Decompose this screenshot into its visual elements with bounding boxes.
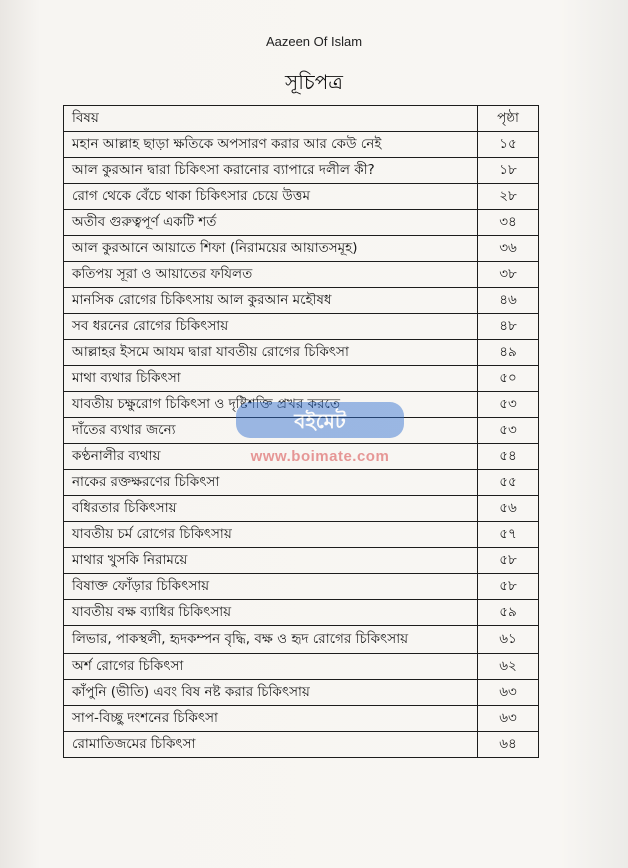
toc-row (64, 470, 539, 496)
toc-topic: আল্লাহর ইসমে আযম দ্বারা যাবতীয় রোগের চিকিৎসা (64, 340, 478, 366)
toc-row (64, 574, 539, 600)
toc-topic: যাবতীয় বক্ষ ব্যাধির চিকিৎসায় (64, 600, 478, 626)
toc-page-number: ৫৩ (478, 418, 539, 444)
toc-topic: মহান আল্লাহ ছাড়া ক্ষতিকে অপসারণ করার আর কেউ নেই (64, 132, 478, 158)
toc-page-number: ১৮ (478, 158, 539, 184)
toc-row (64, 444, 539, 470)
toc-page-number: ২৮ (478, 184, 539, 210)
toc-row (64, 210, 539, 236)
toc-row (64, 132, 539, 158)
toc-topic: সব ধরনের রোগের চিকিৎসায় (64, 314, 478, 340)
toc-table (63, 105, 539, 758)
toc-page-number: ৫৩ (478, 392, 539, 418)
toc-page-number: ৩৪ (478, 210, 539, 236)
toc-page-number: ৫৯ (478, 600, 539, 626)
toc-row (64, 600, 539, 626)
toc-page-number: ৬২ (478, 654, 539, 680)
toc-topic: রোগ থেকে বেঁচে থাকা চিকিৎসার চেয়ে উত্তম (64, 184, 478, 210)
toc-page-number: ১৫ (478, 132, 539, 158)
toc-row (64, 548, 539, 574)
toc-topic: মাথা ব্যথার চিকিৎসা (64, 366, 478, 392)
toc-page-number: ৬৪ (478, 732, 539, 758)
toc-title: সূচিপত্র (285, 70, 343, 94)
toc-page-number: ৫৮ (478, 548, 539, 574)
toc-page-number: ৫০ (478, 366, 539, 392)
toc-page-number: ৩৬ (478, 236, 539, 262)
toc-topic: অতীব গুরুত্বপূর্ণ একটি শর্ত (64, 210, 478, 236)
running-header: Aazeen Of Islam (265, 34, 363, 49)
svg-text:বইমেট: বইমেট (294, 409, 346, 433)
toc-row (64, 262, 539, 288)
toc-header-row (64, 106, 539, 132)
toc-header-topic: বিষয় (64, 106, 478, 132)
toc-topic: রোমাতিজমের চিকিৎসা (64, 732, 478, 758)
toc-topic: বধিরতার চিকিৎসায় (64, 496, 478, 522)
toc-page-number: ৫৬ (478, 496, 539, 522)
toc-row (64, 340, 539, 366)
toc-row (64, 418, 539, 444)
toc-topic: অর্শ রোগের চিকিৎসা (64, 654, 478, 680)
toc-topic: কণ্ঠনালীর ব্যথায় (64, 444, 478, 470)
toc-row (64, 392, 539, 418)
toc-topic: যাবতীয় চক্ষুরোগ চিকিৎসা ও দৃষ্টিশক্তি প্রখর করতে (64, 392, 478, 418)
toc-page-number: ৪৯ (478, 340, 539, 366)
toc-row (64, 366, 539, 392)
toc-topic: দাঁতের ব্যথার জন্যে (64, 418, 478, 444)
toc-page-number: ৪৬ (478, 288, 539, 314)
toc-row (64, 732, 539, 758)
toc-topic: নাকের রক্তক্ষরণের চিকিৎসা (64, 470, 478, 496)
toc-page-number: ৫৭ (478, 522, 539, 548)
toc-topic: মাথার খুসকি নিরাময়ে (64, 548, 478, 574)
toc-row (64, 654, 539, 680)
toc-row (64, 288, 539, 314)
toc-page-number: ৬৩ (478, 706, 539, 732)
toc-header-page: পৃষ্ঠা (478, 106, 539, 132)
toc-page-number: ৬১ (478, 626, 539, 654)
toc-topic: আল কুরআন দ্বারা চিকিৎসা করানোর ব্যাপারে দলীল কী? (64, 158, 478, 184)
toc-row (64, 184, 539, 210)
toc-row (64, 626, 539, 654)
toc-topic: লিভার, পাকস্থলী, হৃদকম্পন বৃদ্ধি, বক্ষ ও হৃদ রোগের চিকিৎসায় (64, 626, 478, 654)
toc-row (64, 706, 539, 732)
toc-topic: আল কুরআনে আয়াতে শিফা (নিরাময়ের আয়াতসমূহ) (64, 236, 478, 262)
toc-page-number: ৩৮ (478, 262, 539, 288)
toc-page-number: ৪৮ (478, 314, 539, 340)
watermark-url: www.boimate.com (250, 448, 390, 465)
toc-row (64, 522, 539, 548)
toc-row (64, 496, 539, 522)
toc-topic: কাঁপুনি (ভীতি) এবং বিষ নষ্ট করার চিকিৎসায় (64, 680, 478, 706)
toc-row (64, 158, 539, 184)
toc-page-number: ৫৪ (478, 444, 539, 470)
toc-row (64, 314, 539, 340)
toc-topic: কতিপয় সূরা ও আয়াতের ফযিলত (64, 262, 478, 288)
toc-topic: সাপ-বিচ্ছু দংশনের চিকিৎসা (64, 706, 478, 732)
toc-row (64, 236, 539, 262)
toc-topic: বিষাক্ত ফোঁড়ার চিকিৎসায় (64, 574, 478, 600)
toc-topic: যাবতীয় চর্ম রোগের চিকিৎসায় (64, 522, 478, 548)
toc-topic: মানসিক রোগের চিকিৎসায় আল কুরআন মহৌষধ (64, 288, 478, 314)
toc-page-number: ৫৮ (478, 574, 539, 600)
toc-page-number: ৬৩ (478, 680, 539, 706)
toc-page-number: ৫৫ (478, 470, 539, 496)
toc-row (64, 680, 539, 706)
